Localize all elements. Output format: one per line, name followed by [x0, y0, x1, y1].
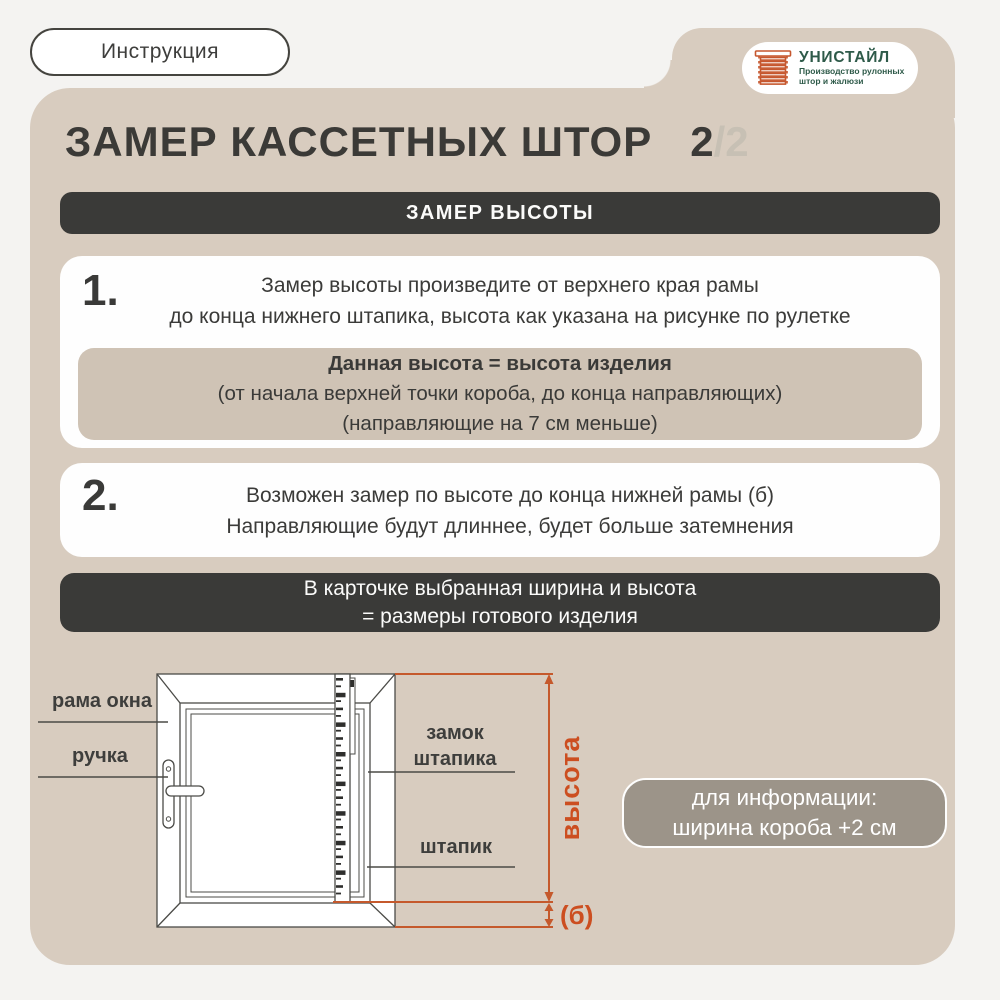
label-bead-lock-line2: штапика: [413, 748, 497, 770]
note-box: [78, 348, 922, 440]
note-line1: Данная высота = высота изделия: [328, 352, 672, 375]
note-line2: (от начала верхней точки короба, до конца направляющих): [217, 382, 783, 405]
brand-name: УНИСТАЙЛ: [799, 48, 890, 66]
step2-line2: Направляющие будут длиннее, будет больше затемнения: [226, 515, 794, 538]
step-number-2: 2.: [82, 471, 119, 520]
info-line2: ширина короба +2 см: [672, 815, 897, 840]
step-card-2: [60, 463, 940, 557]
section-banner-label: ЗАМЕР ВЫСОТЫ: [406, 201, 594, 224]
b-dimension-label: (б): [560, 900, 594, 930]
label-handle: ручка: [72, 745, 128, 767]
page-indicator-current: 2: [690, 118, 714, 165]
step-card-1: [60, 256, 940, 448]
page-title: ЗАМЕР КАССЕТНЫХ ШТОР: [65, 118, 653, 165]
note-line3: (направляющие на 7 см меньше): [342, 412, 658, 435]
step1-line1: Замер высоты произведите от верхнего края рамы: [261, 274, 759, 297]
summary-line2: = размеры готового изделия: [362, 604, 638, 628]
label-window-frame: рама окна: [52, 690, 152, 712]
blinds-icon: [754, 48, 792, 88]
title-row: [65, 118, 925, 166]
summary-line1: В карточке выбранная ширина и высота: [303, 576, 697, 600]
step2-line1: Возможен замер по высоте до конца нижней рамы (б): [245, 484, 774, 507]
step-text-2: [100, 480, 920, 542]
page-indicator-total: /2: [713, 118, 749, 165]
label-bead-lock-line1: замок: [426, 722, 484, 744]
label-bead: штапик: [420, 836, 492, 858]
instruction-badge: [30, 28, 290, 76]
label-bead-lock: [395, 720, 515, 772]
step1-line2: до конца нижнего штапика, высота как указана на рисунке по рулетке: [169, 305, 851, 328]
info-line1: для информации:: [691, 785, 878, 810]
brand-tagline-line1: Производство рулонных: [799, 66, 905, 77]
instruction-badge-label: Инструкция: [100, 40, 220, 63]
info-box: [622, 778, 947, 848]
page-indicator: [690, 118, 748, 166]
section-banner: [60, 192, 940, 234]
brand-logo: [742, 42, 918, 94]
summary-banner: [60, 573, 940, 632]
height-dimension-label: высота: [555, 735, 585, 841]
brand-tagline-line2: штор и жалюзи: [799, 76, 864, 87]
step-number-1: 1.: [82, 266, 119, 315]
step-text-1: [100, 270, 920, 332]
card-tab-fillet: [644, 60, 672, 88]
